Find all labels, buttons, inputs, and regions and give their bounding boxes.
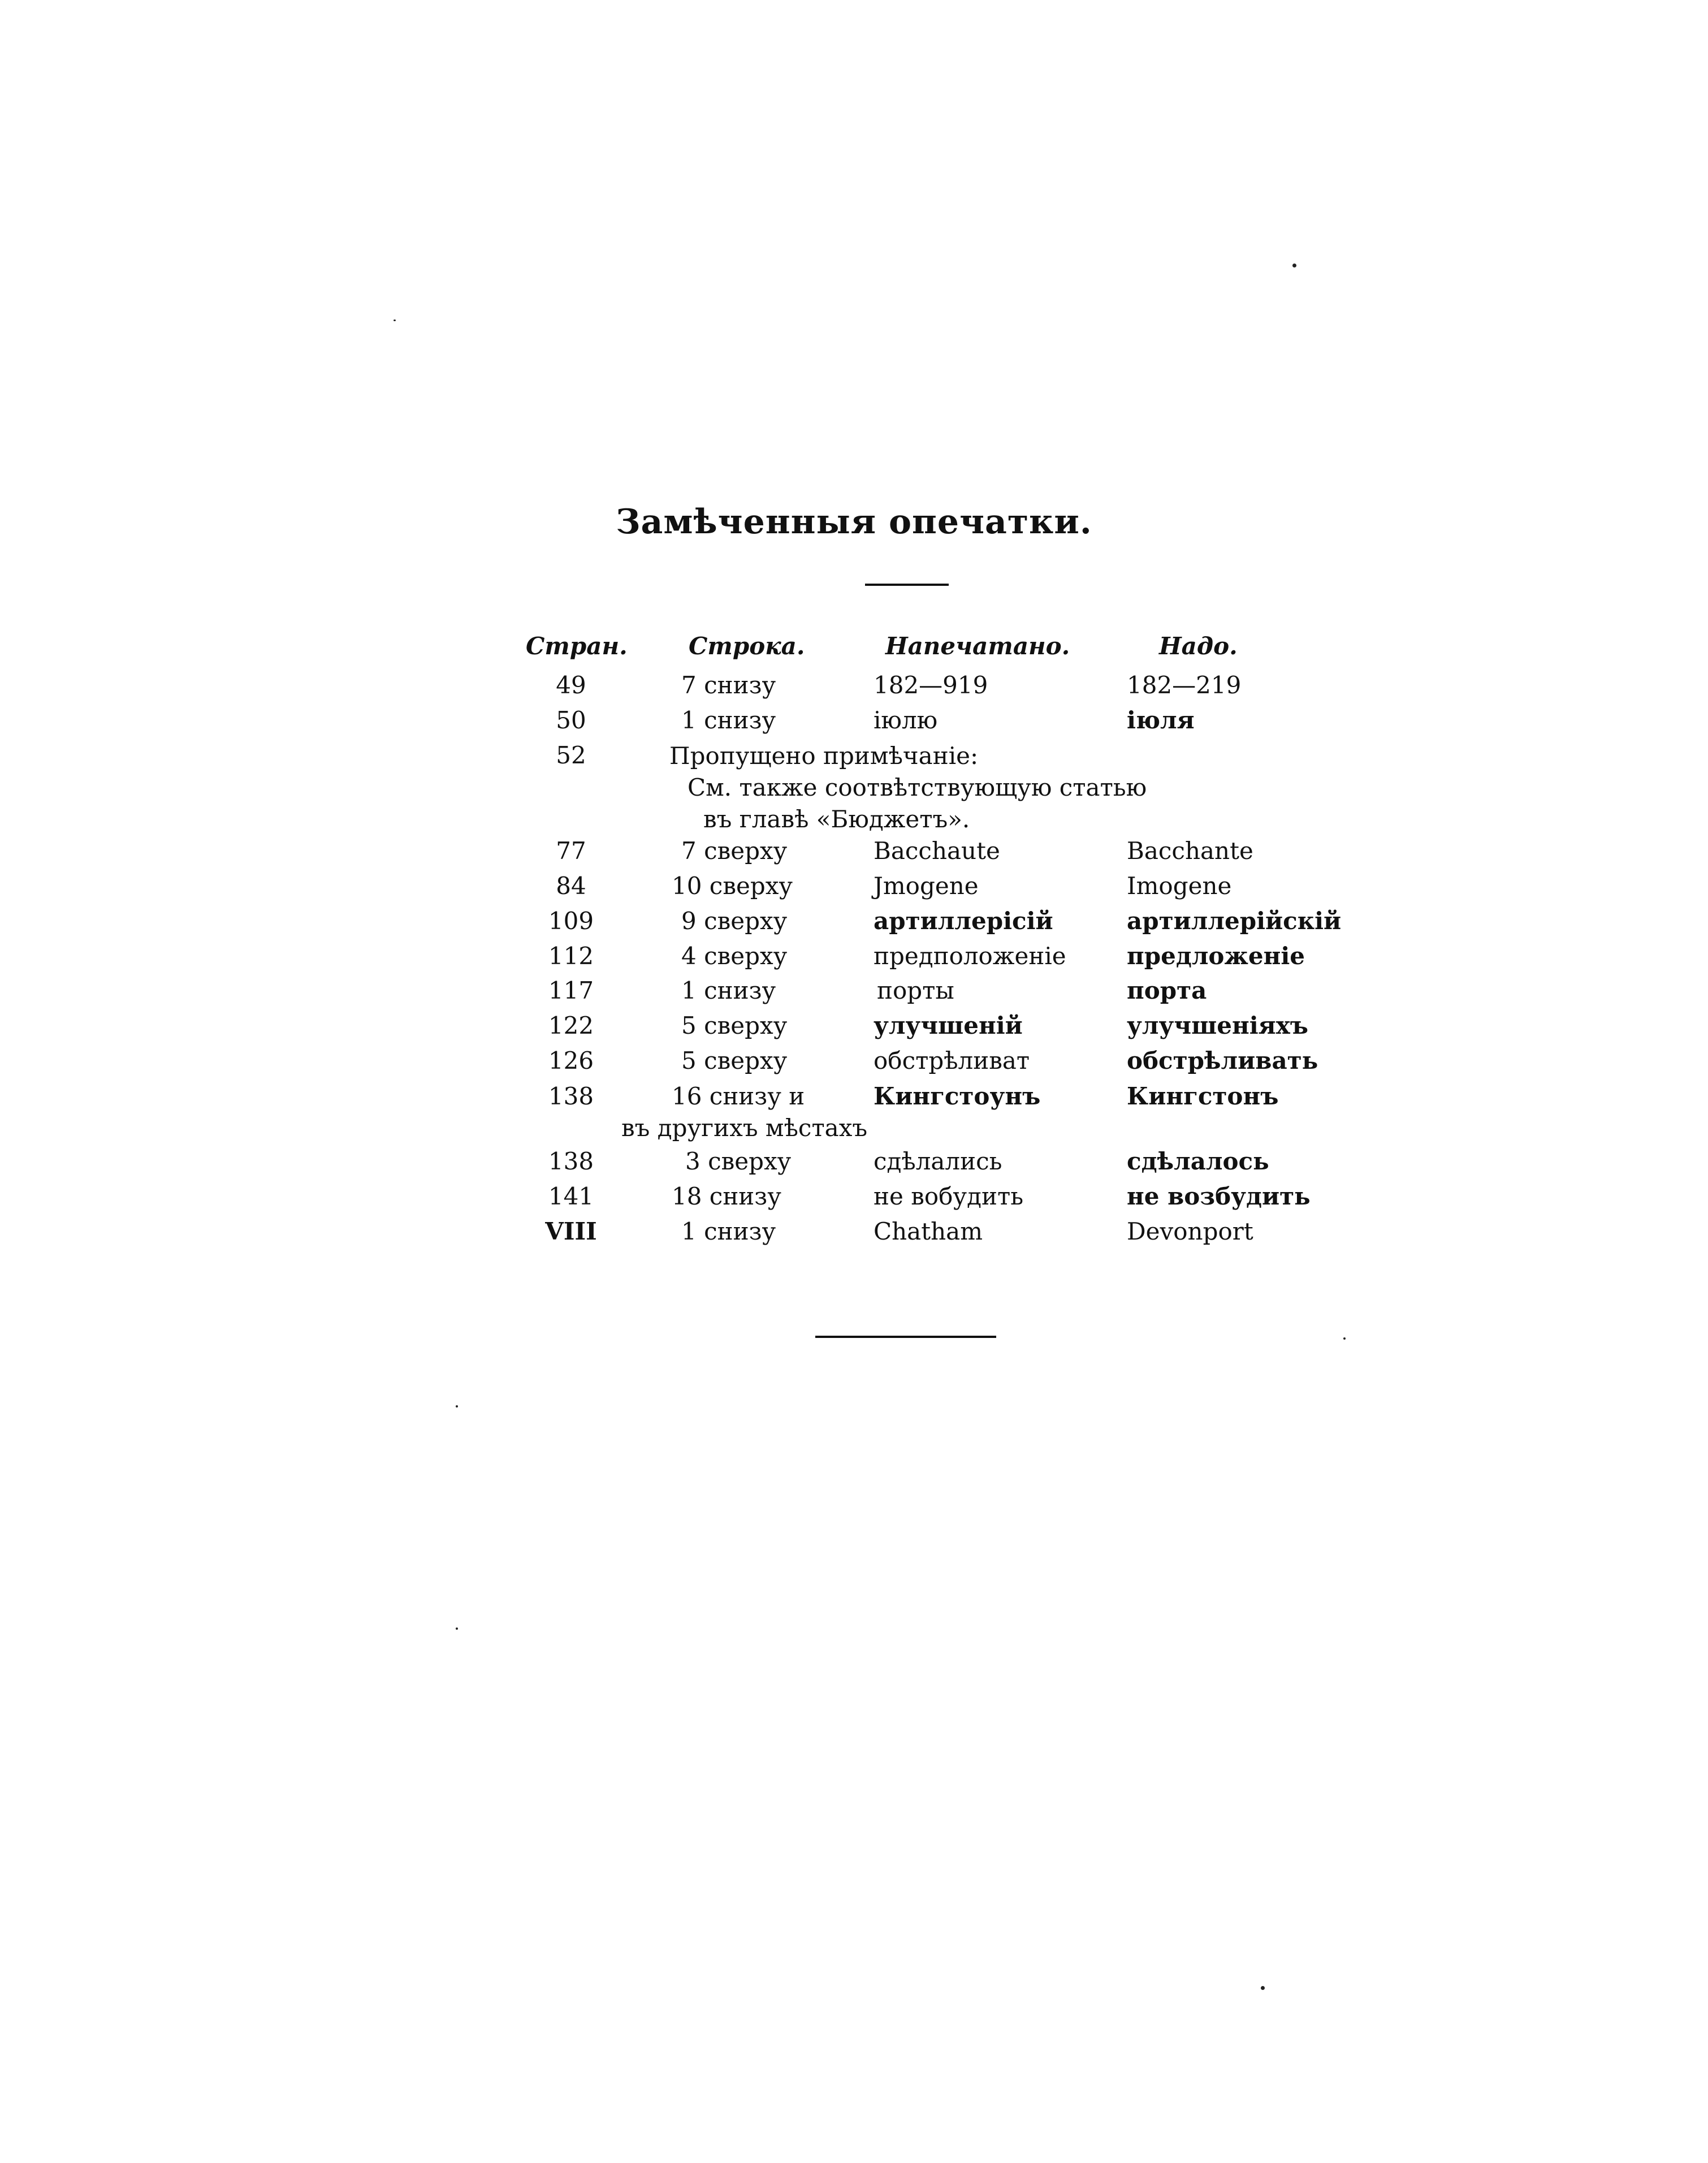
- page-title: Замѣченныя опечатки.: [616, 502, 1092, 542]
- row-line: 3 сверху: [685, 1147, 792, 1175]
- row-line: 5 сверху: [681, 1047, 788, 1074]
- row-printed: іюлю: [874, 706, 938, 734]
- row-page: 138: [548, 1147, 594, 1175]
- row-correct: Devonport: [1127, 1218, 1253, 1245]
- column-header-page: Стран.: [526, 632, 628, 660]
- row-printed: Кингстоунъ: [874, 1082, 1041, 1110]
- scan-speck: [1261, 1986, 1265, 1990]
- row-page: 138: [548, 1082, 594, 1110]
- scan-speck: [456, 1627, 458, 1630]
- row-correct: Кингстонъ: [1127, 1082, 1279, 1110]
- scan-speck: [1343, 1337, 1346, 1340]
- row-correct: сдѣлалось: [1127, 1147, 1269, 1175]
- note-heading: Пропущено примѣчаніе:: [669, 742, 979, 770]
- row-correct: улучшеніяхъ: [1127, 1012, 1308, 1039]
- note-page: 52: [556, 741, 586, 769]
- row-page: 141: [548, 1182, 594, 1210]
- column-header-line: Строка.: [689, 632, 805, 660]
- row-page: 112: [548, 942, 594, 970]
- scan-speck: [456, 1405, 458, 1408]
- row-line: 4 сверху: [681, 942, 788, 970]
- row-printed: сдѣлались: [874, 1147, 1002, 1175]
- row-line-continuation: въ другихъ мѣстахъ: [621, 1114, 868, 1142]
- row-page: 49: [556, 671, 586, 699]
- row-printed: Jmogene: [874, 872, 979, 900]
- row-printed: порты: [877, 977, 954, 1004]
- row-page: 84: [556, 872, 586, 900]
- row-line: 16 снизу и: [672, 1082, 805, 1110]
- row-page: 117: [548, 977, 594, 1004]
- row-line: 7 снизу: [681, 671, 776, 699]
- row-line: 5 сверху: [681, 1012, 788, 1039]
- scan-speck: [394, 320, 396, 321]
- row-correct: 182—219: [1127, 671, 1242, 699]
- row-correct: не возбудить: [1127, 1182, 1311, 1210]
- row-printed: не вобудить: [874, 1182, 1024, 1210]
- row-printed: артиллерісій: [874, 907, 1053, 935]
- scan-speck: [1292, 264, 1296, 267]
- title-rule: [865, 584, 949, 586]
- column-header-correct: Надо.: [1159, 632, 1238, 660]
- row-correct: іюля: [1127, 706, 1195, 734]
- row-page: VIII: [545, 1218, 597, 1245]
- row-line: 7 сверху: [681, 837, 788, 865]
- row-printed: обстрѣливат: [874, 1047, 1030, 1074]
- row-correct: Imogene: [1127, 872, 1232, 900]
- row-page: 122: [548, 1012, 594, 1039]
- row-printed: Chatham: [874, 1218, 983, 1245]
- row-line: 1 снизу: [681, 706, 776, 734]
- row-line: 10 сверху: [672, 872, 793, 900]
- row-printed: Bacchaute: [874, 837, 1000, 865]
- row-line: 1 снизу: [681, 1218, 776, 1245]
- note-line: См. также соотвѣтствующую статью: [687, 774, 1147, 801]
- row-page: 109: [548, 907, 594, 935]
- row-correct: порта: [1127, 977, 1207, 1004]
- row-correct: артиллерійскій: [1127, 907, 1342, 935]
- row-printed: 182—919: [874, 671, 988, 699]
- row-correct: предложеніе: [1127, 942, 1305, 970]
- row-page: 77: [556, 837, 586, 865]
- row-line: 9 сверху: [681, 907, 788, 935]
- row-line: 1 снизу: [681, 977, 776, 1004]
- closing-rule: [815, 1336, 996, 1338]
- row-correct: Bacchante: [1127, 837, 1253, 865]
- row-correct: обстрѣливать: [1127, 1047, 1318, 1074]
- column-header-printed: Напечатано.: [885, 632, 1070, 660]
- row-printed: улучшеній: [874, 1012, 1023, 1039]
- row-page: 50: [556, 706, 586, 734]
- row-page: 126: [548, 1047, 594, 1074]
- row-line: 18 снизу: [672, 1182, 781, 1210]
- row-printed: предположеніе: [874, 942, 1066, 970]
- note-line: въ главѣ «Бюджетъ».: [703, 805, 970, 833]
